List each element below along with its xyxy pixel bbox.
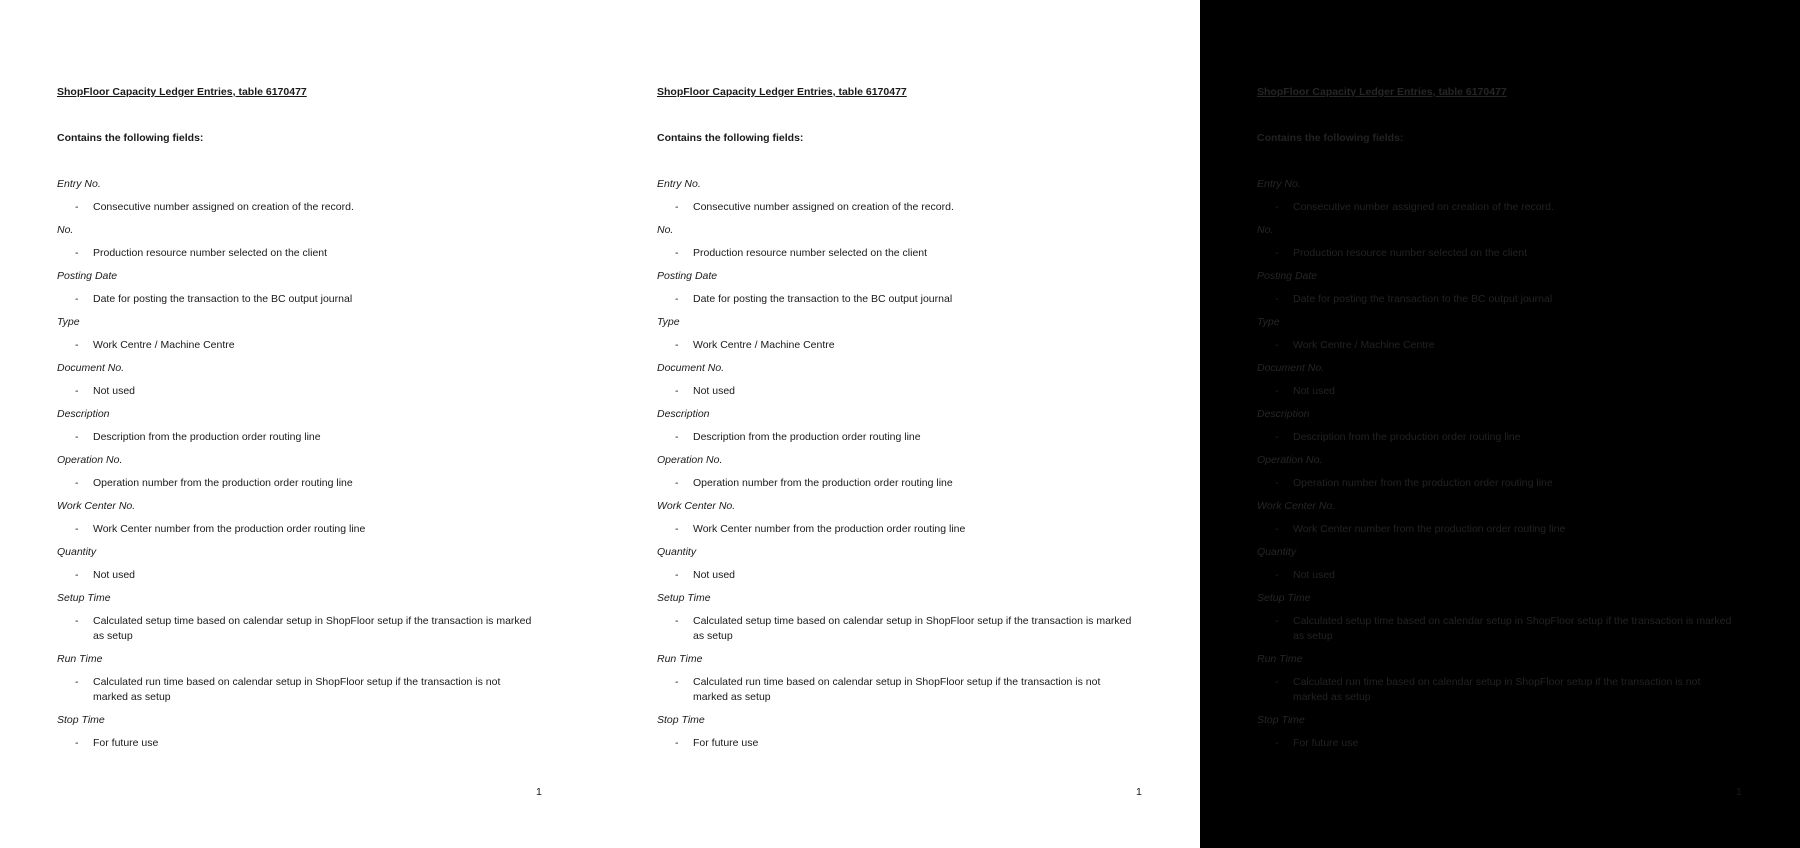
- bullet-dash: -: [675, 292, 679, 305]
- field-description-text: Not used: [1293, 568, 1336, 581]
- field-description-text: Production resource number selected on the client: [1293, 246, 1528, 259]
- field-description-text: Description from the production order routing line: [93, 430, 321, 443]
- document-title: ShopFloor Capacity Ledger Entries, table 6170477: [657, 86, 907, 98]
- document-page-1: [0, 0, 600, 848]
- field-name: Type: [657, 316, 680, 328]
- field-name: Stop Time: [1257, 714, 1305, 726]
- field-description: [57, 384, 533, 399]
- field-name: Posting Date: [57, 270, 118, 282]
- field-description-text: For future use: [693, 736, 759, 749]
- document-title: ShopFloor Capacity Ledger Entries, table 6170477: [57, 86, 307, 98]
- field-description: [57, 736, 533, 751]
- field-name: Description: [1257, 408, 1310, 420]
- page-number: 1: [536, 786, 542, 798]
- field-description: [1257, 568, 1733, 583]
- field-description: [657, 246, 1133, 261]
- field-description-text: Operation number from the production order routing line: [93, 476, 353, 489]
- bullet-dash: -: [1275, 522, 1279, 535]
- field-description-text: Date for posting the transaction to the BC output journal: [693, 292, 953, 305]
- field-description: [657, 736, 1133, 751]
- field-name: Operation No.: [57, 454, 123, 466]
- document-page-2: [600, 0, 1200, 848]
- bullet-dash: -: [75, 614, 79, 627]
- field-description: [657, 476, 1133, 491]
- field-name: Document No.: [57, 362, 125, 374]
- field-name: Work Center No.: [1257, 500, 1336, 512]
- field-description-text: Calculated run time based on calendar setup in ShopFloor setup if the transaction is not marked as setup: [693, 675, 1101, 703]
- field-description-text: Calculated setup time based on calendar setup in ShopFloor setup if the transaction is marked as setup: [93, 614, 532, 642]
- bullet-dash: -: [75, 200, 79, 213]
- field-description-text: Work Centre / Machine Centre: [93, 338, 235, 351]
- field-description: [57, 522, 533, 537]
- field-description-text: Consecutive number assigned on creation of the record.: [93, 200, 354, 213]
- field-description: [1257, 338, 1733, 353]
- field-description-text: Not used: [693, 568, 736, 581]
- field-description: [1257, 675, 1733, 705]
- field-name: Posting Date: [657, 270, 718, 282]
- field-description: [1257, 200, 1733, 215]
- field-description-text: Calculated run time based on calendar setup in ShopFloor setup if the transaction is not marked as setup: [1293, 675, 1701, 703]
- bullet-dash: -: [1275, 476, 1279, 489]
- field-description-text: Calculated run time based on calendar setup in ShopFloor setup if the transaction is not marked as setup: [93, 675, 501, 703]
- bullet-dash: -: [1275, 430, 1279, 443]
- field-description: [57, 476, 533, 491]
- field-description-text: Not used: [693, 384, 736, 397]
- bullet-dash: -: [1275, 736, 1279, 749]
- field-description-text: Operation number from the production order routing line: [693, 476, 953, 489]
- field-name: Stop Time: [657, 714, 705, 726]
- field-description: [657, 568, 1133, 583]
- field-description-text: Not used: [93, 384, 136, 397]
- page-number: 1: [1736, 786, 1742, 798]
- document-page-3-dark: [1200, 0, 1800, 848]
- field-description-text: Calculated setup time based on calendar setup in ShopFloor setup if the transaction is marked as setup: [693, 614, 1132, 642]
- field-description: [1257, 476, 1733, 491]
- bullet-dash: -: [1275, 292, 1279, 305]
- field-name: Quantity: [657, 546, 697, 558]
- bullet-dash: -: [1275, 614, 1279, 627]
- bullet-dash: -: [675, 522, 679, 535]
- field-description: [657, 338, 1133, 353]
- field-description: [57, 246, 533, 261]
- field-description: [57, 338, 533, 353]
- field-description: [1257, 736, 1733, 751]
- field-description: [57, 568, 533, 583]
- field-description-text: Not used: [1293, 384, 1336, 397]
- field-name: Operation No.: [1257, 454, 1323, 466]
- bullet-dash: -: [75, 736, 79, 749]
- field-description: [57, 675, 533, 705]
- bullet-dash: -: [75, 522, 79, 535]
- field-description-text: Production resource number selected on the client: [693, 246, 928, 259]
- document-title: ShopFloor Capacity Ledger Entries, table 6170477: [1257, 86, 1507, 98]
- field-description-text: Description from the production order routing line: [1293, 430, 1521, 443]
- bullet-dash: -: [75, 568, 79, 581]
- bullet-dash: -: [1275, 246, 1279, 259]
- bullet-dash: -: [675, 736, 679, 749]
- field-list: [57, 176, 600, 751]
- field-description: [657, 522, 1133, 537]
- field-description: [1257, 384, 1733, 399]
- field-name: Description: [57, 408, 110, 420]
- field-name: Type: [1257, 316, 1280, 328]
- field-name: Entry No.: [57, 178, 101, 190]
- field-name: No.: [657, 224, 674, 236]
- field-name: No.: [1257, 224, 1274, 236]
- field-description-text: Calculated setup time based on calendar setup in ShopFloor setup if the transaction is marked as setup: [1293, 614, 1732, 642]
- field-name: Entry No.: [1257, 178, 1301, 190]
- field-name: Setup Time: [57, 592, 111, 604]
- field-description-text: Consecutive number assigned on creation of the record.: [693, 200, 954, 213]
- field-name: Description: [657, 408, 710, 420]
- field-description-text: For future use: [93, 736, 159, 749]
- field-description: [1257, 522, 1733, 537]
- field-name: Run Time: [657, 653, 703, 665]
- field-description: [57, 200, 533, 215]
- field-name: Operation No.: [657, 454, 723, 466]
- field-description-text: Work Centre / Machine Centre: [693, 338, 835, 351]
- bullet-dash: -: [675, 200, 679, 213]
- field-description-text: Description from the production order routing line: [693, 430, 921, 443]
- bullet-dash: -: [1275, 675, 1279, 688]
- bullet-dash: -: [1275, 568, 1279, 581]
- field-description-text: Consecutive number assigned on creation of the record.: [1293, 200, 1554, 213]
- bullet-dash: -: [675, 430, 679, 443]
- field-name: Quantity: [1257, 546, 1297, 558]
- bullet-dash: -: [675, 476, 679, 489]
- field-name: Posting Date: [1257, 270, 1318, 282]
- field-description: [1257, 614, 1733, 644]
- field-name: Document No.: [1257, 362, 1325, 374]
- bullet-dash: -: [1275, 384, 1279, 397]
- field-name: Type: [57, 316, 80, 328]
- bullet-dash: -: [1275, 338, 1279, 351]
- field-name: Run Time: [1257, 653, 1303, 665]
- field-description-text: Production resource number selected on the client: [93, 246, 328, 259]
- bullet-dash: -: [675, 246, 679, 259]
- field-description-text: For future use: [1293, 736, 1359, 749]
- field-description-text: Work Center number from the production order routing line: [693, 522, 966, 535]
- bullet-dash: -: [675, 338, 679, 351]
- bullet-dash: -: [675, 675, 679, 688]
- field-name: Document No.: [657, 362, 725, 374]
- field-list: [657, 176, 1200, 751]
- bullet-dash: -: [675, 568, 679, 581]
- bullet-dash: -: [75, 338, 79, 351]
- field-description: [57, 614, 533, 644]
- page-number: 1: [1136, 786, 1142, 798]
- bullet-dash: -: [75, 246, 79, 259]
- field-description-text: Work Centre / Machine Centre: [1293, 338, 1435, 351]
- bullet-dash: -: [75, 476, 79, 489]
- field-name: Run Time: [57, 653, 103, 665]
- field-name: Setup Time: [657, 592, 711, 604]
- field-description: [657, 200, 1133, 215]
- field-name: Quantity: [57, 546, 97, 558]
- field-description: [657, 292, 1133, 307]
- field-description-text: Not used: [93, 568, 136, 581]
- document-subtitle: Contains the following fields:: [57, 132, 204, 144]
- bullet-dash: -: [75, 675, 79, 688]
- field-description: [1257, 430, 1733, 445]
- field-name: Setup Time: [1257, 592, 1311, 604]
- bullet-dash: -: [75, 292, 79, 305]
- field-description: [657, 675, 1133, 705]
- field-name: Stop Time: [57, 714, 105, 726]
- field-name: Work Center No.: [57, 500, 136, 512]
- field-name: Work Center No.: [657, 500, 736, 512]
- bullet-dash: -: [1275, 200, 1279, 213]
- field-description: [1257, 292, 1733, 307]
- field-description-text: Work Center number from the production order routing line: [1293, 522, 1566, 535]
- bullet-dash: -: [675, 614, 679, 627]
- bullet-dash: -: [75, 384, 79, 397]
- field-name: No.: [57, 224, 74, 236]
- field-description-text: Date for posting the transaction to the BC output journal: [1293, 292, 1553, 305]
- field-description-text: Work Center number from the production order routing line: [93, 522, 366, 535]
- bullet-dash: -: [675, 384, 679, 397]
- bullet-dash: -: [75, 430, 79, 443]
- field-description: [657, 614, 1133, 644]
- field-name: Entry No.: [657, 178, 701, 190]
- field-description-text: Date for posting the transaction to the BC output journal: [93, 292, 353, 305]
- field-description: [1257, 246, 1733, 261]
- field-description: [57, 292, 533, 307]
- field-description: [657, 430, 1133, 445]
- field-description: [657, 384, 1133, 399]
- field-list: [1257, 176, 1800, 751]
- field-description-text: Operation number from the production order routing line: [1293, 476, 1553, 489]
- field-description: [57, 430, 533, 445]
- document-subtitle: Contains the following fields:: [1257, 132, 1404, 144]
- document-subtitle: Contains the following fields:: [657, 132, 804, 144]
